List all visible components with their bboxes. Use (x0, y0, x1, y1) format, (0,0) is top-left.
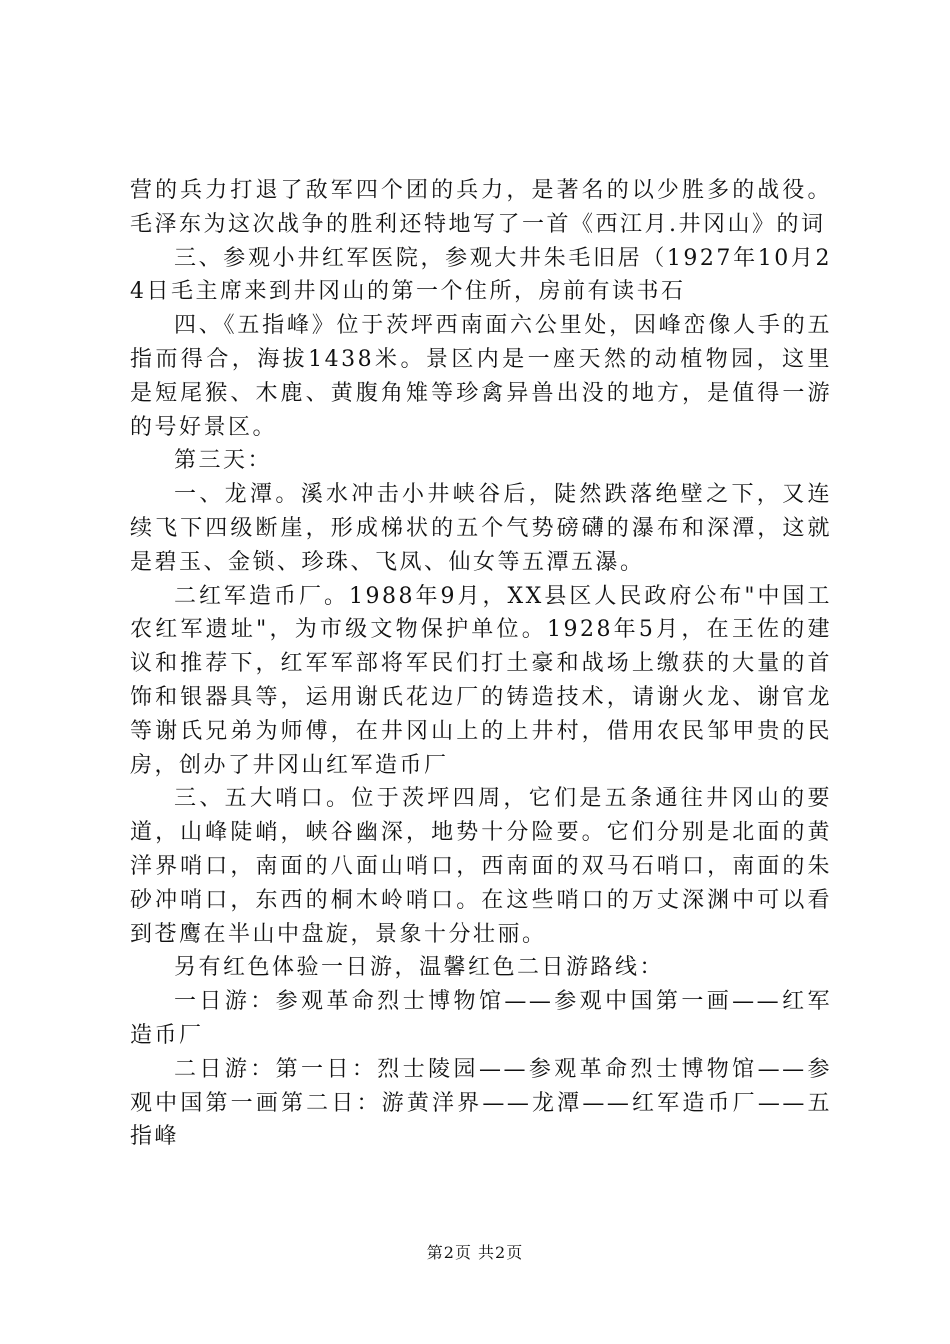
paragraph-10: 二日游：第一日：烈士陵园——参观革命烈士博物馆——参观中国第一画第二日：游黄洋界——龙潭——红军造币厂——五指峰 (130, 1056, 832, 1150)
paragraph-4: 第三天： (174, 448, 273, 474)
page-number-footer: 第2页 共2页 (426, 1243, 524, 1262)
paragraph-7: 三、五大哨口。位于茨坪四周，它们是五条通往井冈山的要道，山峰陡峭，峡谷幽深，地势十分险要。它们分别是北面的黄洋界哨口，南面的八面山哨口，西南面的双马石哨口，南面的朱砂冲哨口，东西的桐木岭哨口。在这些哨口的万丈深渊中可以看到苍鹰在半山中盘旋，景象十分壮丽。 (130, 786, 832, 947)
paragraph-6: 二红军造币厂。1988年9月，XX县区人民政府公布"中国工农红军遗址"，为市级文物保护单位。1928年5月，在王佐的建议和推荐下，红军军部将军民们打土豪和战场上缴获的大量的首饰和银器具等，运用谢氏花边厂的铸造技术，请谢火龙、谢官龙等谢氏兄弟为师傅，在井冈山上的上井村，借用农民邹甲贵的民房，创办了井冈山红军造币厂 (130, 583, 832, 778)
paragraph-3: 四、《五指峰》位于茨坪西南面六公里处，因峰峦像人手的五指而得合，海拔1438米。景区内是一座天然的动植物园，这里是短尾猴、木鹿、黄腹角雉等珍禽异兽出没的地方，是值得一游的号好景区。 (130, 313, 832, 440)
document-body (130, 174, 832, 1154)
paragraph-5: 一、龙潭。溪水冲击小井峡谷后，陡然跌落绝壁之下，又连续飞下四级断崖，形成梯状的五个气势磅礴的瀑布和深潭，这就是碧玉、金锁、珍珠、飞凤、仙女等五潭五瀑。 (130, 482, 832, 575)
paragraph-2: 三、参观小井红军医院，参观大井朱毛旧居（1927年10月24日毛主席来到井冈山的第一个住所，房前有读书石 (130, 245, 832, 305)
paragraph-8: 另有红色体验一日游，温馨红色二日游路线： (174, 955, 665, 981)
paragraph-9: 一日游：参观革命烈士博物馆——参观中国第一画——红军造币厂 (130, 989, 832, 1048)
paragraph-1: 营的兵力打退了敌军四个团的兵力，是著名的以少胜多的战役。毛泽东为这次战争的胜利还特地写了一首《西江月.井冈山》的词 (130, 178, 832, 237)
